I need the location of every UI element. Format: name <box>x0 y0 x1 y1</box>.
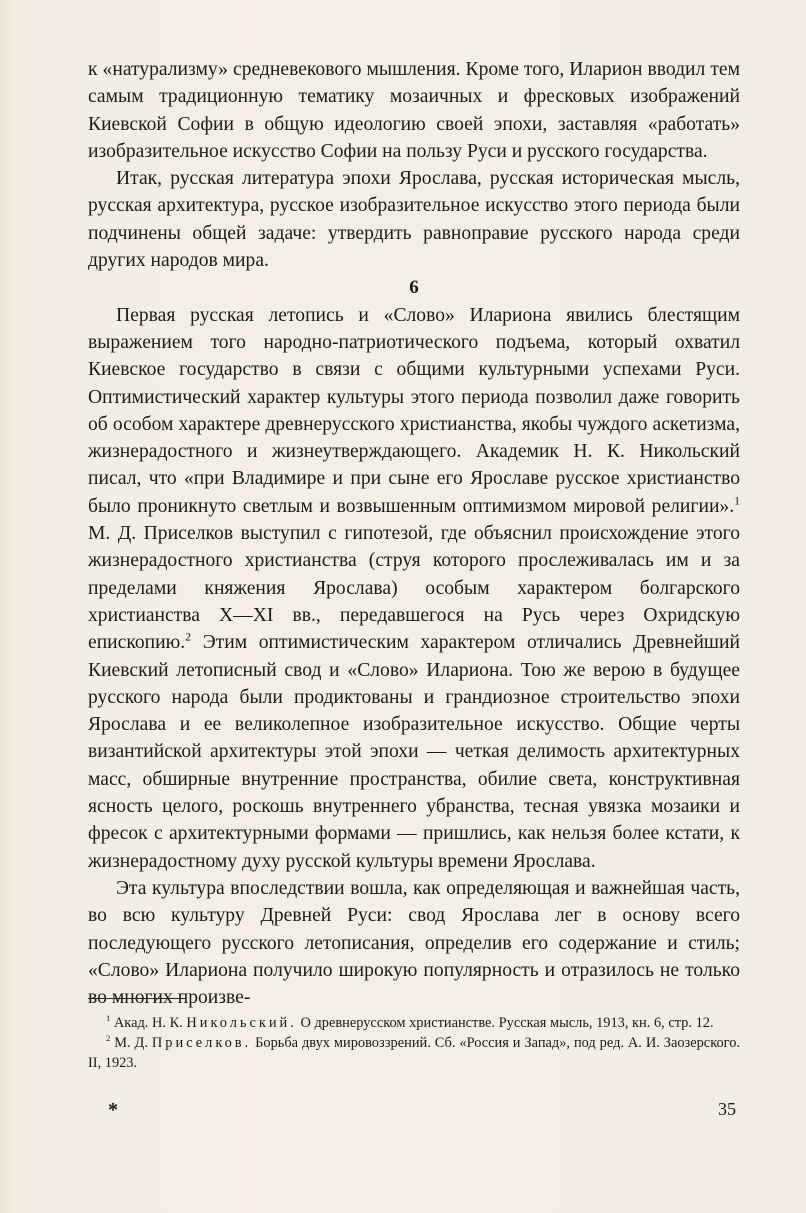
footnote <box>88 1033 740 1073</box>
footnote-author: Приселков. <box>151 1035 252 1051</box>
footnote-text: О древнерусском христианстве. Русская мысль, 1913, кн. 6, стр. 12. <box>296 1015 714 1031</box>
footnotes <box>88 1013 740 1073</box>
paragraph-text: Этим оптимистическим характером отличались Древнейший Киевский летописный свод и «Слово» Илариона. Тою же верою в будущее русского народа были продиктованы и грандиозное строительство эпохи Ярослава и ее великолепное изобразительное искусство. Общие черты византийской архитектуры этой эпохи — четкая делимость архитектурных масс, обширные внутренние пространства, обилие света, конструктивная ясность целого, роскошь внутреннего убранства, тесная увязка мозаики и фресок с архитектурными формами — пришлись, как нельзя более кстати, к жизнерадостному духу русской культуры времени Ярослава. <box>88 632 740 872</box>
footnote-ref: 1 <box>734 494 740 508</box>
main-text <box>88 56 740 1011</box>
footnote-text: Акад. Н. К. <box>110 1015 187 1031</box>
paragraph: Эта культура впоследствии вошла, как определяющая и важнейшая часть, во всю культуру Древней Руси: свод Ярослава лег в основу всего последующего русского летописания, определив его содержание и стиль; «Слово» Илариона получило широкую популярность и отразилось не только во многих произве- <box>88 877 740 1009</box>
paragraph-text: Первая русская летопись и «Слово» Илариона явились блестящим выражением того народно-патриотического подъема, который охватил Киевское государство в связи с общими культурными успехами Руси. Оптимистический характер культуры этого периода позволил даже говорить об особом характере древнерусского христианства, якобы чуждого аскетизма, жизнерадостного и жизнеутверждающего. Академик Н. К. Никольский писал, что «при Владимире и при сыне его Ярославе русское христианство было проникнуто светлым и возвышенным оптимизмом мировой религии». <box>88 304 740 517</box>
footnote-mark: 1 <box>106 1013 111 1024</box>
footnote-mark: 2 <box>106 1033 111 1044</box>
signature-mark: * <box>108 1099 118 1121</box>
page-number: 35 <box>718 1099 736 1119</box>
footnote-author: Никольский. <box>186 1015 297 1031</box>
section-number: 6 <box>409 277 419 299</box>
paragraph <box>88 302 740 875</box>
paragraph: Итак, русская литература эпохи Ярослава, русская историческая мысль, русская архитектура, русское изобразительное искусство этого периода были подчинены общей задаче: утвердить равноправие русского народа среди других народов мира. <box>88 168 740 272</box>
footnote-text: М. Д. <box>110 1035 152 1051</box>
footnote <box>88 1013 740 1033</box>
footnote-ref: 2 <box>185 630 192 644</box>
paragraph: к «натурализму» средневекового мышления. Кроме того, Иларион вводил тем самым традиционную тематику мозаичных и фресковых изображений Киевской Софии в общую идеологию своей эпохи, заставляя «работать» изобразительное искусство Софии на пользу Руси и русского государства. <box>88 59 740 162</box>
paragraph-text: М. Д. Приселков выступил с гипотезой, где объяснил происхождение этого жизнерадостного христианства (струя которого прослеживалась им и за пределами княжения Ярослава) особым характером болгарского христианства X—XI вв., передавшегося на Русь через Охридскую епископию. <box>88 523 740 654</box>
footnote-text: Борьба двух мировоззрений. Сб. «Россия и Запад», под ред. А. И. Заозерского. II, 1923. <box>88 1035 740 1071</box>
footnote-divider <box>88 998 186 999</box>
